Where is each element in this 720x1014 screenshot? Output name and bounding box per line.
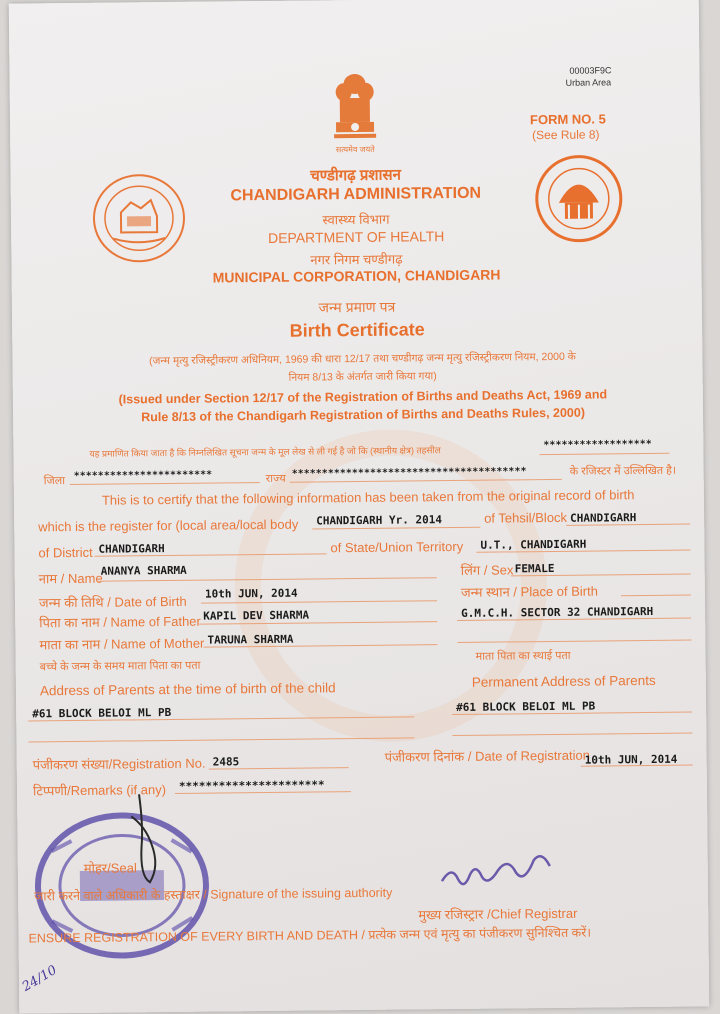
local-body-value: CHANDIGARH Yr. 2014 [316,513,442,527]
mother-label: माता का नाम / Name of Mother [39,634,204,654]
handwritten-date: 24/10 [20,963,60,995]
certificate-title-hindi: जन्म प्रमाण पत्र [162,296,552,319]
dob-label: जन्म की तिथि / Date of Birth [39,592,187,612]
father-label: पिता का नाम / Name of Father [39,612,201,632]
signature-label: जारी करने वाले अधिकारी के हस्ताक्षर / Signature of the issuing authority [34,884,392,905]
corp-title-hindi: नगर निगम चण्डीगढ़ [161,248,551,270]
preamble-english-2: Rule 8/13 of the Chandigarh Registration of Births and Deaths Rules, 2000) [43,405,683,426]
certificate-title-english: Birth Certificate [162,318,552,343]
see-rule: (See Rule 8) [532,127,600,142]
preamble-hindi-1: (जन्म मृत्यु रजिस्ट्रीकरण अधिनियम, 1969 की धारा 12/17 तथा चण्डीगढ़ जन्म मृत्यु रजिस्ट्रीकरण नियम, 2000 के [52,349,672,369]
district-label: of District [38,545,92,561]
district-hindi-label: जिला [44,473,65,488]
chief-registrar-label: मुख्य रजिस्ट्रार /Chief Registrar [418,904,577,924]
certify-hindi-line: यह प्रमाणित किया जाता है कि निम्नलिखित सूचना जन्म के मूल लेख से ली गई है जो कि (स्थानीय क्षेत्र) तहसील [89,443,441,460]
tehsil-label: of Tehsil/Block [484,510,567,526]
emblem-caption: सत्यमेव जयते [320,144,390,156]
certify-english-line1: This is to certify that the following information has been taken from the original record of birth [102,487,635,508]
address-perm-english: Permanent Address of Parents [472,673,656,690]
address-perm-value: #61 BLOCK BELOI ML PB [456,700,595,714]
preamble-hindi-2: नियम 8/13 के अंतर्गत जारी किया गया) [53,367,673,387]
address-birth-hindi: बच्चे के जन्म के समय माता पिता का पता [40,658,201,675]
registration-date-value: 10th JUN, 2014 [585,753,678,767]
sex-label: लिंग / Sex [461,560,514,579]
registration-no-value: 2485 [213,755,240,768]
remarks-label: टिप्पणी/Remarks (if any) [33,780,166,799]
form-code: 00003F9C [569,65,611,75]
slogan: ENSURE REGISTRATION OF EVERY BIRTH AND DEATH / प्रत्येक जन्म एवं मृत्यु का पंजीकरण सुनिश्चित करें। [28,924,591,947]
sex-value: FEMALE [515,562,555,575]
dob-value: 10th JUN, 2014 [205,587,298,601]
state-value: U.T., CHANDIGARH [480,538,586,552]
certify-english-line2: which is the register for (local area/local body [38,517,298,535]
signature-scribble-icon [121,786,172,902]
address-birth-value: #61 BLOCK BELOI ML PB [32,706,171,720]
tehsil-value: CHANDIGARH [570,511,636,525]
certificate-paper [9,0,710,1014]
admin-title-hindi: चण्डीगढ़ प्रशासन [160,163,550,187]
dept-title-hindi: स्वास्थ्य विभाग [161,208,551,230]
pob-label: जन्म स्थान / Place of Birth [461,582,598,601]
district-hindi-value: *********************** [74,470,213,482]
state-hindi-label: राज्य [266,471,286,486]
corp-title-english: MUNICIPAL CORPORATION, CHANDIGARH [162,266,552,286]
admin-title-english: CHANDIGARH ADMINISTRATION [161,184,551,206]
registrar-signature-icon [438,844,569,900]
state-hindi-value: *************************************** [292,466,527,479]
name-label: नाम / Name [39,569,103,588]
address-birth-english: Address of Parents at the time of birth of the child [40,680,336,698]
tehsil-hindi-value: ****************** [543,439,651,451]
address-perm-hindi: माता पिता का स्थाई पता [476,648,571,664]
area-type: Urban Area [566,77,612,87]
remarks-value: ********************** [179,778,325,793]
name-value: ANANYA SHARMA [101,564,187,578]
father-value: KAPIL DEV SHARMA [203,609,309,623]
state-label: of State/Union Territory [330,539,463,555]
certify-hindi-end: के रजिस्टर में उल्लिखित है। [570,463,677,479]
seal-label: मोहर/Seal [84,858,137,877]
form-number: FORM NO. 5 [530,111,606,127]
preamble-english-1: (Issued under Section 12/17 of the Registration of Births and Deaths Act, 1969 and [43,387,683,408]
pob-value: G.M.C.H. SECTOR 32 CHANDIGARH [461,605,653,620]
registration-no-label: पंजीकरण संख्या/Registration No. [33,754,206,774]
registration-date-label: पंजीकरण दिनांक / Date of Registration [385,746,590,766]
mother-value: TARUNA SHARMA [207,633,293,647]
district-value: CHANDIGARH [98,542,164,556]
dept-title-english: DEPARTMENT OF HEALTH [161,227,551,247]
